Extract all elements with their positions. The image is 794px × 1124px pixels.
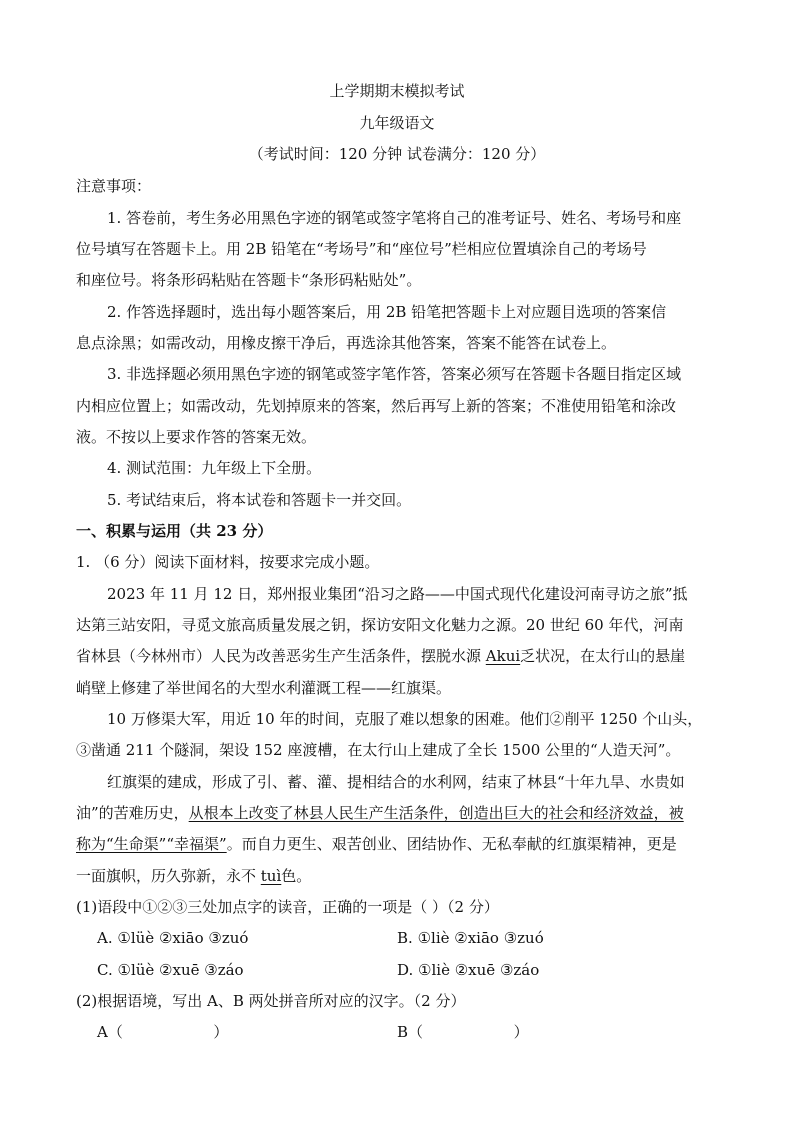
option-text: ①lüè ②xuē ③záo — [117, 961, 244, 979]
option-label: C. — [97, 961, 113, 979]
note-line: 液。不按以上要求作答的答案无效。 — [76, 428, 317, 446]
passage-line — [76, 865, 311, 887]
exam-subject: 九年级语文 — [359, 114, 435, 132]
pinyin-blank-a: Akui — [485, 647, 521, 665]
exam-info: （考试时间：120 分钟 试卷满分：120 分） — [248, 145, 546, 163]
pinyin-blank-b: tuì — [260, 867, 282, 885]
option-c — [97, 959, 244, 981]
passage-text: 一面旗帜，历久弥新，永不 — [76, 867, 261, 885]
notes-heading: 注意事项： — [76, 177, 152, 195]
sub-question-2: (2)根据语境，写出 A、B 两处拼音所对应的汉字。（2 分） — [76, 992, 466, 1010]
question-intro: 1. （6 分）阅读下面材料，按要求完成小题。 — [76, 553, 380, 571]
passage-line: 达第三站安阳，寻觅文旅高质量发展之钥，探访安阳文化魅力之源。20 世纪 60 年代，河南 — [76, 616, 684, 634]
passage-text: 色。 — [281, 867, 312, 885]
note-line: 息点涂黑；如需改动，用橡皮擦干净后，再选涂其他答案，答案不能答在试卷上。 — [76, 334, 617, 352]
passage-text: 省林县（今林州市）人民为改善恶劣生产生活条件，摆脱水源 — [76, 647, 486, 665]
underlined-sentence: 从根本上改变了林县人民生产生活条件，创造出巨大的社会和经济效益，被 — [188, 804, 684, 822]
note-line: 2. 作答选择题时，选出每小题答案后，用 2B 铅笔把答题卡上对应题目选项的答案信 — [107, 303, 667, 321]
section-heading: 一、积累与运用（共 23 分） — [76, 522, 273, 540]
option-text: ①liè ②xuē ③záo — [418, 961, 540, 979]
note-line: 位号填写在答题卡上。用 2B 铅笔在“考场号”和“座位号”栏相应位置填涂自己的考场号 — [76, 240, 647, 258]
option-label: D. — [397, 961, 414, 979]
sub-question-1: (1)语段中①②③三处加点字的读音，正确的一项是（ ）（2 分） — [76, 898, 499, 916]
passage-line: 峭壁上修建了举世闻名的大型水利灌溉工程——红旗渠。 — [76, 679, 452, 697]
passage-line — [76, 833, 677, 855]
passage-line — [76, 645, 685, 667]
option-d — [397, 959, 539, 981]
option-text: ①liè ②xiāo ③zuó — [417, 929, 544, 947]
note-line: 4. 测试范围：九年级上下全册。 — [107, 459, 322, 477]
answer-blank-b[interactable]: B（ ） — [397, 1023, 529, 1041]
option-label: A. — [97, 929, 113, 947]
passage-line: 10 万修渠大军，用近 10 年的时间，克服了难以想象的困难。他们②削平 1250 个山头， — [107, 710, 703, 728]
note-line: 和座位号。将条形码粘贴在答题卡“条形码粘贴处”。 — [76, 271, 422, 289]
passage-text: 。而自力更生、艰苦创业、团结协作、无私奉献的红旗渠精神，更是 — [226, 835, 677, 853]
note-line: 内相应位置上；如需改动，先划掉原来的答案，然后再写上新的答案；不准使用铅笔和涂改 — [76, 397, 677, 415]
underlined-sentence: 称为“生命渠”“幸福渠” — [76, 835, 227, 853]
passage-line: 红旗渠的建成，形成了引、蓄、灌、提相结合的水利网，结束了林县“十年九旱、水贵如 — [107, 773, 685, 791]
option-b — [397, 927, 544, 949]
passage-line: ③凿通 211 个隧洞，架设 152 座渡槽，在太行山上建成了全长 1500 公里的“人造天河”。 — [76, 741, 681, 759]
passage-line: 2023 年 11 月 12 日，郑州报业集团“沿习之路——中国式现代化建设河南寻访之旅”抵 — [107, 585, 688, 603]
passage-line — [76, 802, 684, 824]
option-text: ①lüè ②xiāo ③zuó — [117, 929, 249, 947]
note-line: 3. 非选择题必须用黑色字迹的钢笔或签字笔作答，答案必须写在答题卡各题目指定区域 — [107, 365, 682, 383]
note-line: 1. 答卷前，考生务必用黑色字迹的钢笔或签字笔将自己的准考证号、姓名、考场号和座 — [107, 209, 682, 227]
option-a — [97, 927, 248, 949]
passage-text: 乏状况，在太行山的悬崖 — [520, 647, 686, 665]
passage-text: 油”的苦难历史， — [76, 804, 189, 822]
note-line: 5. 考试结束后，将本试卷和答题卡一并交回。 — [107, 491, 412, 509]
option-label: B. — [397, 929, 413, 947]
exam-title: 上学期期末模拟考试 — [329, 82, 465, 100]
answer-blank-a[interactable]: A（ ） — [97, 1023, 229, 1041]
